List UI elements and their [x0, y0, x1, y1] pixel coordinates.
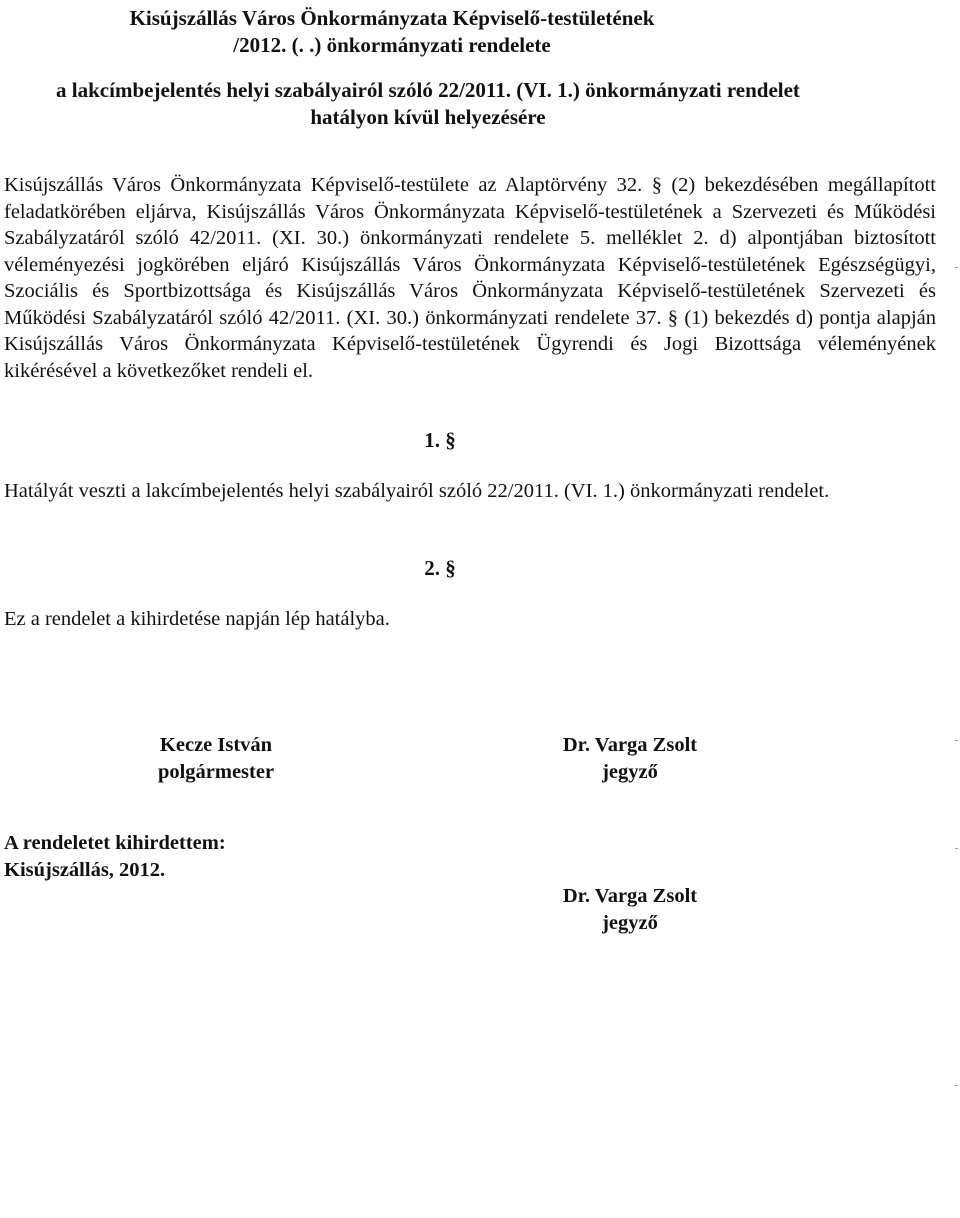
notary-signature-block — [530, 732, 730, 786]
mayor-title: polgármester — [157, 761, 275, 783]
scan-margin-mark — [955, 267, 958, 268]
notary-title: jegyző — [602, 761, 658, 783]
section-2-heading: 2. § — [424, 556, 456, 580]
scan-margin-mark — [955, 1085, 958, 1086]
preamble-paragraph: Kisújszállás Város Önkormányzata Képviselő-testülete az Alaptörvény 32. § (2) bekezdésében megállapított feladatkörében eljárva, Kisújszállás Város Önkormányzata Képviselő-testületének a Szervezeti és Működési Szabályzatáról szóló 42/2011. (XI. 30.) önkormányzati rendelete 5. melléklet 2. d) alpontjában biztosított véleményezési jogkörében eljáró Kisújszállás Város Önkormányzata Képviselő-testületének Egészségügyi, Szociális és Sportbizottsága és Kisújszállás Város Önkormányzata Képviselő-testületének Szervezeti és Működési Szabályzatáról szóló 42/2011. (XI. 30.) önkormányzati rendelete 37. § (1) bekezdés d) pontja alapján Kisújszállás Város Önkormányzata Képviselő-testületének Ügyrendi és Jogi Bizottsága véleményének kikérésével a következőket rendeli el. — [4, 174, 936, 382]
document-title-line-2: /2012. (. .) önkormányzati rendelete — [233, 33, 551, 57]
section-2-text: Ez a rendelet a kihirdetése napján lép hatályba. — [4, 608, 390, 630]
announcement-signer-name: Dr. Varga Zsolt — [562, 885, 698, 907]
mayor-signature-block — [116, 732, 316, 786]
document-subtitle-line-2: hatályon kívül helyezésére — [310, 105, 546, 129]
document-subtitle-line-1: a lakcímbejelentés helyi szabályairól szóló 22/2011. (VI. 1.) önkormányzati rendelet — [56, 78, 800, 102]
section-1-text: Hatályát veszti a lakcímbejelentés helyi szabályairól szóló 22/2011. (VI. 1.) önkormányzati rendelet. — [4, 480, 830, 502]
document-title-line-1: Kisújszállás Város Önkormányzata Képviselő-testületének — [129, 6, 655, 30]
notary-name: Dr. Varga Zsolt — [562, 734, 698, 756]
scan-margin-mark — [955, 848, 958, 849]
mayor-name: Kecze István — [159, 734, 273, 756]
announcement-signer-title: jegyző — [602, 912, 658, 934]
announcement-label: A rendeletet kihirdettem: — [4, 832, 226, 854]
section-1-heading: 1. § — [424, 428, 456, 452]
announcement-signature-block — [530, 883, 730, 937]
scan-margin-mark — [955, 740, 958, 741]
announcement-place-date: Kisújszállás, 2012. — [4, 859, 166, 881]
